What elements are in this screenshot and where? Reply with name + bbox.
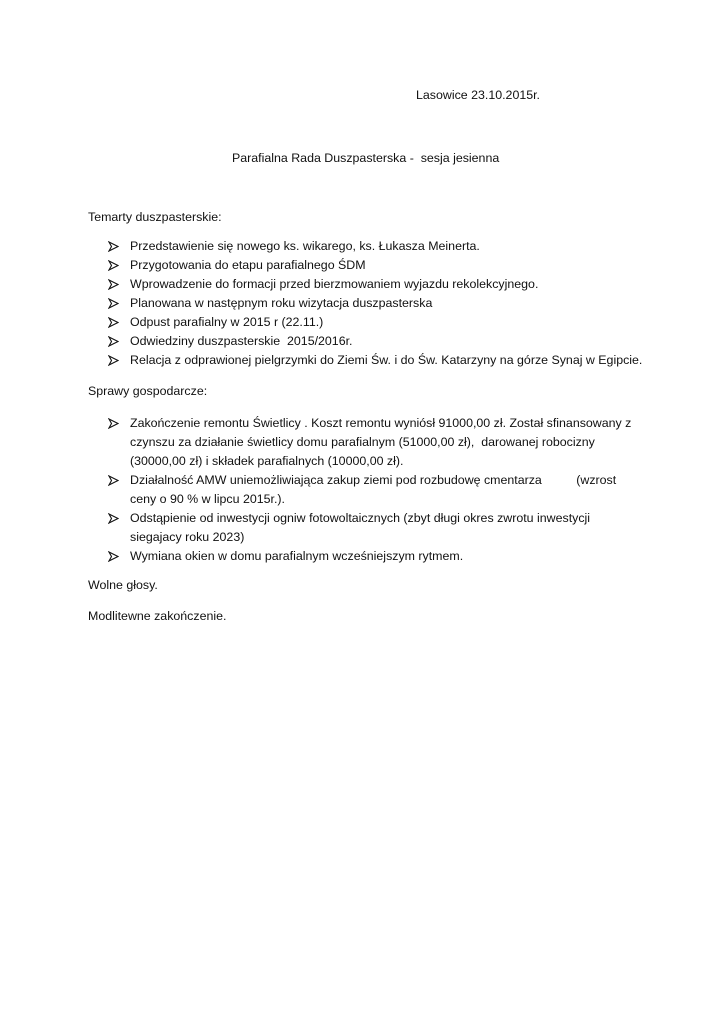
list-item <box>108 509 648 547</box>
list-item-line: siegajacy roku 2023) <box>130 530 245 544</box>
list-item-line: ceny o 90 % w lipcu 2015r.). <box>130 492 285 506</box>
section-heading-economic: Sprawy gospodarcze: <box>88 384 208 398</box>
list-item-text: Przygotowania do etapu parafialnego ŚDM <box>130 258 366 272</box>
list-item-text: Przedstawienie się nowego ks. wikarego, ks. Łukasza Meinerta. <box>130 239 480 253</box>
list-item <box>108 471 648 509</box>
list-item <box>108 275 648 294</box>
list-item-text: Odpust parafialny w 2015 r (22.11.) <box>130 315 324 329</box>
list-item <box>108 414 648 471</box>
arrow-bullet-icon <box>108 471 122 490</box>
list-item-text: Relacja z odprawionej pielgrzymki do Ziemi Św. i do Św. Katarzyny na górze Synaj w Egipcie. <box>130 353 643 367</box>
list-item <box>108 547 648 566</box>
closing-open-floor: Wolne głosy. <box>88 578 158 592</box>
arrow-bullet-icon <box>108 332 122 351</box>
list-item-text: Wprowadzenie do formacji przed bierzmowaniem wyjazdu rekolekcyjnego. <box>130 277 539 291</box>
arrow-bullet-icon <box>108 313 122 332</box>
section-heading-pastoral: Temarty duszpasterskie: <box>88 210 222 224</box>
arrow-bullet-icon <box>108 547 122 566</box>
arrow-bullet-icon <box>108 256 122 275</box>
arrow-bullet-icon <box>108 275 122 294</box>
list-item-line: Wymiana okien w domu parafialnym wcześniejszym rytmem. <box>130 549 464 563</box>
pastoral-topics-list <box>108 237 648 370</box>
economic-matters-list <box>108 414 648 566</box>
list-item-text: Planowana w następnym roku wizytacja duszpasterska <box>130 296 433 310</box>
list-item <box>108 294 648 313</box>
list-item-line: czynszu za działanie świetlicy domu parafialnym (51000,00 zł), darowanej robocizny <box>130 435 595 449</box>
list-item-line: (30000,00 zł) i składek parafialnych (10000,00 zł). <box>130 454 404 468</box>
arrow-bullet-icon <box>108 294 122 313</box>
list-item <box>108 351 648 370</box>
document-date: Lasowice 23.10.2015r. <box>416 88 540 102</box>
arrow-bullet-icon <box>108 414 122 433</box>
document-title: Parafialna Rada Duszpasterska - sesja jesienna <box>232 151 500 165</box>
arrow-bullet-icon <box>108 509 122 528</box>
list-item <box>108 332 648 351</box>
list-item-line: Zakończenie remontu Świetlicy . Koszt remontu wyniósł 91000,00 zł. Został sfinansowany z <box>130 416 632 430</box>
list-item <box>108 313 648 332</box>
list-item-text: Odwiedziny duszpasterskie 2015/2016r. <box>130 334 353 348</box>
list-item <box>108 237 648 256</box>
list-item-line: Odstąpienie od inwestycji ogniw fotowoltaicznych (zbyt długi okres zwrotu inwestycji <box>130 511 591 525</box>
closing-prayer: Modlitewne zakończenie. <box>88 609 227 623</box>
arrow-bullet-icon <box>108 237 122 256</box>
list-item <box>108 256 648 275</box>
arrow-bullet-icon <box>108 351 122 370</box>
list-item-line: Działalność AMW uniemożliwiająca zakup ziemi pod rozbudowę cmentarza (wzrost <box>130 473 617 487</box>
